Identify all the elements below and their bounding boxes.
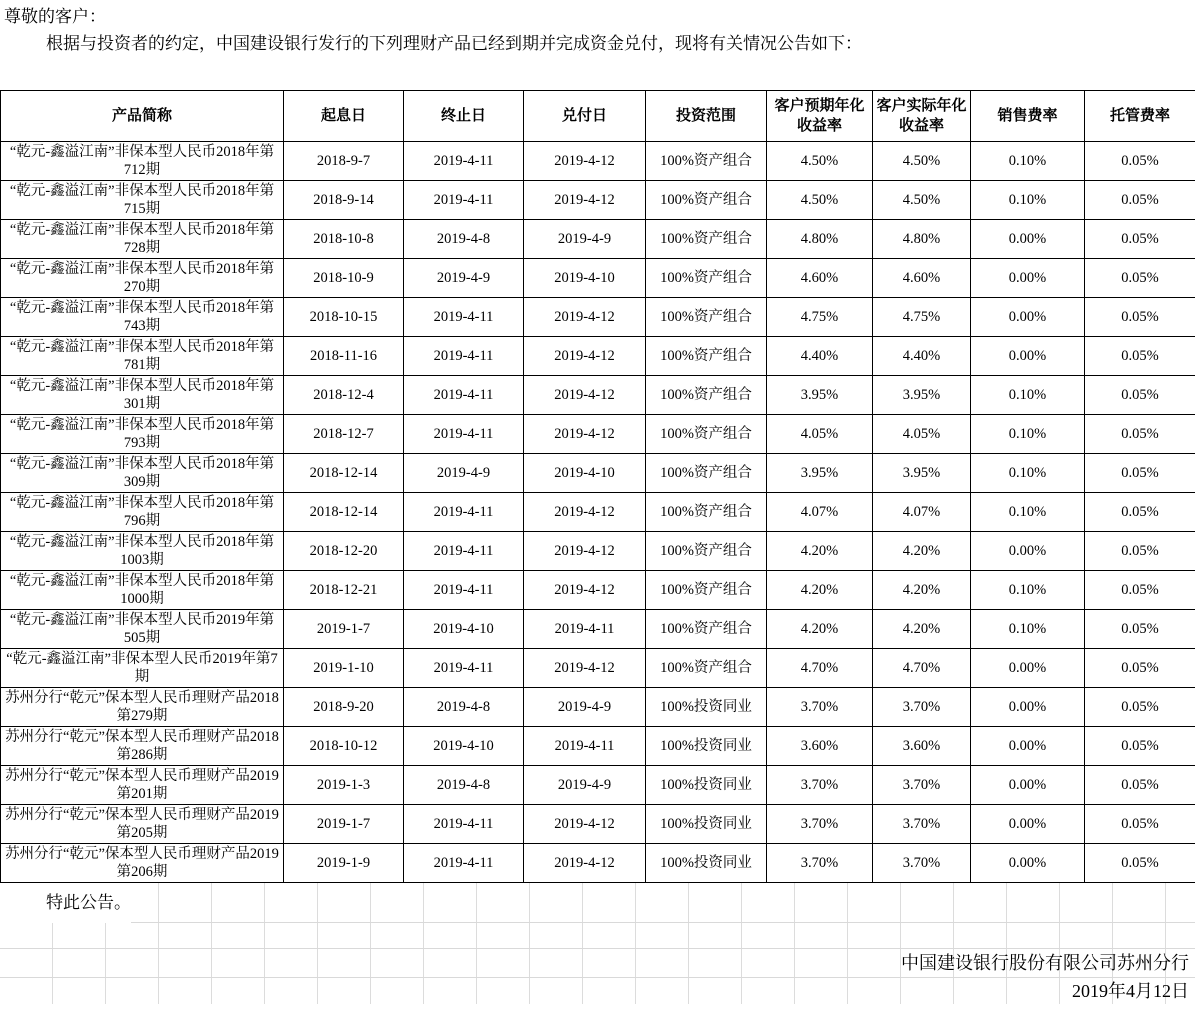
table-cell: 3.70% <box>767 805 873 844</box>
table-cell: 4.50% <box>767 181 873 220</box>
table-cell: 100%投资同业 <box>646 766 767 805</box>
table-row <box>1 766 1195 805</box>
table-cell: 100%投资同业 <box>646 727 767 766</box>
product-name-cell: 苏州分行“乾元”保本型人民币理财产品2018第279期 <box>1 688 284 727</box>
table-cell: 0.05% <box>1085 454 1195 493</box>
table-cell: 2019-4-9 <box>404 259 524 298</box>
table-cell: 2019-4-12 <box>524 337 646 376</box>
table-cell: 2019-4-12 <box>524 298 646 337</box>
table-cell: 100%资产组合 <box>646 220 767 259</box>
table-cell: 3.60% <box>873 727 971 766</box>
table-cell: 2019-4-9 <box>524 766 646 805</box>
table-cell: 0.00% <box>971 805 1085 844</box>
table-cell: 4.20% <box>767 532 873 571</box>
table-cell: 2019-4-12 <box>524 649 646 688</box>
table-cell: 4.60% <box>873 259 971 298</box>
table-cell: 0.10% <box>971 493 1085 532</box>
signature-row <box>0 949 1195 978</box>
product-name-cell: “乾元-鑫溢江南”非保本型人民币2018年第796期 <box>1 493 284 532</box>
table-row <box>1 727 1195 766</box>
table-cell: 0.05% <box>1085 766 1195 805</box>
table-cell: 2018-9-7 <box>284 142 404 181</box>
table-cell: 2019-4-11 <box>404 844 524 883</box>
table-row <box>1 298 1195 337</box>
table-cell: 2018-12-4 <box>284 376 404 415</box>
table-cell: 2019-4-12 <box>524 142 646 181</box>
product-name-cell: “乾元-鑫溢江南”非保本型人民币2018年第712期 <box>1 142 284 181</box>
table-cell: 2019-4-12 <box>524 181 646 220</box>
table-cell: 4.20% <box>873 610 971 649</box>
product-name-cell: “乾元-鑫溢江南”非保本型人民币2018年第270期 <box>1 259 284 298</box>
table-row <box>1 532 1195 571</box>
products-table <box>0 90 1195 883</box>
table-cell: 2018-10-9 <box>284 259 404 298</box>
table-cell: 100%资产组合 <box>646 610 767 649</box>
table-cell: 4.80% <box>873 220 971 259</box>
table-cell: 2019-4-8 <box>404 766 524 805</box>
table-cell: 0.05% <box>1085 259 1195 298</box>
table-cell: 2019-4-12 <box>524 493 646 532</box>
table-cell: 4.75% <box>767 298 873 337</box>
table-cell: 4.40% <box>767 337 873 376</box>
table-cell: 3.70% <box>873 844 971 883</box>
table-row <box>1 571 1195 610</box>
product-name-cell: 苏州分行“乾元”保本型人民币理财产品2019第206期 <box>1 844 284 883</box>
table-row <box>1 376 1195 415</box>
table-cell: 4.20% <box>873 571 971 610</box>
table-cell: 3.95% <box>873 376 971 415</box>
table-row <box>1 454 1195 493</box>
table-cell: 2019-4-12 <box>524 376 646 415</box>
table-cell: 2018-10-12 <box>284 727 404 766</box>
column-header: 客户预期年化收益率 <box>767 91 873 142</box>
table-cell: 0.05% <box>1085 415 1195 454</box>
table-row <box>1 181 1195 220</box>
table-cell: 4.05% <box>767 415 873 454</box>
table-cell: 0.10% <box>971 454 1085 493</box>
table-cell: 2019-1-7 <box>284 805 404 844</box>
table-cell: 100%投资同业 <box>646 844 767 883</box>
table-cell: 0.05% <box>1085 844 1195 883</box>
table-cell: 4.70% <box>767 649 873 688</box>
table-cell: 2019-4-10 <box>524 454 646 493</box>
table-cell: 2019-4-12 <box>524 805 646 844</box>
table-cell: 100%资产组合 <box>646 376 767 415</box>
table-row <box>1 337 1195 376</box>
table-cell: 0.10% <box>971 142 1085 181</box>
table-cell: 3.70% <box>767 766 873 805</box>
table-cell: 2019-4-10 <box>524 259 646 298</box>
product-name-cell: “乾元-鑫溢江南”非保本型人民币2018年第728期 <box>1 220 284 259</box>
table-row <box>1 805 1195 844</box>
table-cell: 2019-4-11 <box>404 532 524 571</box>
table-row <box>1 688 1195 727</box>
table-cell: 2019-4-9 <box>524 220 646 259</box>
table-cell: 2018-10-15 <box>284 298 404 337</box>
table-cell: 2018-9-20 <box>284 688 404 727</box>
table-cell: 2018-12-20 <box>284 532 404 571</box>
table-cell: 100%资产组合 <box>646 532 767 571</box>
table-cell: 100%资产组合 <box>646 259 767 298</box>
table-row <box>1 220 1195 259</box>
table-cell: 0.10% <box>971 415 1085 454</box>
product-name-cell: “乾元-鑫溢江南”非保本型人民币2018年第793期 <box>1 415 284 454</box>
product-name-cell: “乾元-鑫溢江南”非保本型人民币2018年第1003期 <box>1 532 284 571</box>
column-header: 投资范围 <box>646 91 767 142</box>
table-cell: 2019-4-11 <box>524 610 646 649</box>
table-cell: 4.40% <box>873 337 971 376</box>
table-cell: 2019-1-10 <box>284 649 404 688</box>
product-name-cell: “乾元-鑫溢江南”非保本型人民币2018年第781期 <box>1 337 284 376</box>
table-cell: 4.60% <box>767 259 873 298</box>
table-cell: 2019-4-9 <box>404 454 524 493</box>
table-cell: 3.95% <box>767 376 873 415</box>
table-cell: 0.05% <box>1085 649 1195 688</box>
notice-row <box>0 883 1195 923</box>
table-cell: 4.75% <box>873 298 971 337</box>
table-cell: 0.10% <box>971 610 1085 649</box>
table-cell: 0.05% <box>1085 181 1195 220</box>
table-cell: 2018-12-7 <box>284 415 404 454</box>
table-cell: 2019-1-3 <box>284 766 404 805</box>
table-cell: 0.05% <box>1085 610 1195 649</box>
table-cell: 2019-1-9 <box>284 844 404 883</box>
issuer-signature: 中国建设银行股份有限公司苏州分行 <box>901 953 1189 973</box>
column-header: 客户实际年化收益率 <box>873 91 971 142</box>
table-cell: 4.50% <box>873 142 971 181</box>
table-cell: 3.95% <box>767 454 873 493</box>
table-cell: 2018-12-14 <box>284 493 404 532</box>
table-row <box>1 142 1195 181</box>
table-cell: 0.05% <box>1085 532 1195 571</box>
product-name-cell: “乾元-鑫溢江南”非保本型人民币2018年第743期 <box>1 298 284 337</box>
table-cell: 100%投资同业 <box>646 805 767 844</box>
table-cell: 3.95% <box>873 454 971 493</box>
table-cell: 4.70% <box>873 649 971 688</box>
table-cell: 0.05% <box>1085 142 1195 181</box>
table-cell: 2019-4-11 <box>404 298 524 337</box>
table-cell: 0.00% <box>971 259 1085 298</box>
table-cell: 2019-4-11 <box>404 337 524 376</box>
table-cell: 0.00% <box>971 532 1085 571</box>
column-header: 销售费率 <box>971 91 1085 142</box>
product-name-cell: “乾元-鑫溢江南”非保本型人民币2019年第7期 <box>1 649 284 688</box>
table-cell: 0.00% <box>971 649 1085 688</box>
table-cell: 2019-4-8 <box>404 688 524 727</box>
table-cell: 0.00% <box>971 844 1085 883</box>
table-cell: 2019-4-11 <box>404 649 524 688</box>
date-row <box>0 978 1195 1004</box>
table-cell: 2018-12-21 <box>284 571 404 610</box>
product-name-cell: “乾元-鑫溢江南”非保本型人民币2018年第715期 <box>1 181 284 220</box>
table-cell: 0.00% <box>971 727 1085 766</box>
table-cell: 0.00% <box>971 220 1085 259</box>
product-name-cell: “乾元-鑫溢江南”非保本型人民币2018年第301期 <box>1 376 284 415</box>
product-name-cell: “乾元-鑫溢江南”非保本型人民币2018年第309期 <box>1 454 284 493</box>
closing-notice: 特此公告。 <box>0 883 131 923</box>
table-cell: 0.10% <box>971 181 1085 220</box>
table-cell: 0.05% <box>1085 727 1195 766</box>
table-cell: 2019-4-11 <box>404 571 524 610</box>
table-cell: 100%资产组合 <box>646 454 767 493</box>
table-cell: 2019-4-11 <box>404 493 524 532</box>
table-cell: 0.05% <box>1085 376 1195 415</box>
table-cell: 100%资产组合 <box>646 415 767 454</box>
table-cell: 2018-12-14 <box>284 454 404 493</box>
column-header: 托管费率 <box>1085 91 1195 142</box>
announcement-date: 2019年4月12日 <box>1072 981 1189 1001</box>
table-row <box>1 493 1195 532</box>
table-cell: 3.70% <box>873 766 971 805</box>
table-cell: 0.00% <box>971 688 1085 727</box>
table-cell: 100%资产组合 <box>646 649 767 688</box>
table-cell: 2019-4-11 <box>404 805 524 844</box>
table-cell: 2018-10-8 <box>284 220 404 259</box>
product-name-cell: 苏州分行“乾元”保本型人民币理财产品2018第286期 <box>1 727 284 766</box>
table-cell: 100%资产组合 <box>646 337 767 376</box>
table-cell: 4.07% <box>767 493 873 532</box>
table-row <box>1 844 1195 883</box>
table-row <box>1 610 1195 649</box>
table-cell: 4.50% <box>873 181 971 220</box>
table-cell: 2019-4-12 <box>524 571 646 610</box>
table-cell: 2019-4-12 <box>524 532 646 571</box>
table-header-row <box>1 91 1195 142</box>
table-cell: 0.10% <box>971 571 1085 610</box>
intro-line: 根据与投资者的约定，中国建设银行发行的下列理财产品已经到期并完成资金兑付，现将有关情况公告如下： <box>46 34 862 53</box>
table-cell: 100%资产组合 <box>646 571 767 610</box>
table-cell: 100%投资同业 <box>646 688 767 727</box>
greeting-line: 尊敬的客户： <box>4 7 106 26</box>
table-cell: 100%资产组合 <box>646 298 767 337</box>
table-cell: 0.05% <box>1085 688 1195 727</box>
table-cell: 0.00% <box>971 766 1085 805</box>
table-cell: 3.70% <box>767 844 873 883</box>
announcement-header <box>0 0 1195 90</box>
table-cell: 0.05% <box>1085 337 1195 376</box>
empty-grid-row <box>0 923 1195 949</box>
product-name-cell: “乾元-鑫溢江南”非保本型人民币2018年第1000期 <box>1 571 284 610</box>
table-cell: 0.05% <box>1085 220 1195 259</box>
table-cell: 0.05% <box>1085 298 1195 337</box>
table-cell: 4.05% <box>873 415 971 454</box>
table-cell: 100%资产组合 <box>646 142 767 181</box>
table-cell: 4.20% <box>873 532 971 571</box>
table-cell: 2019-4-12 <box>524 844 646 883</box>
column-header: 终止日 <box>404 91 524 142</box>
table-cell: 2019-4-12 <box>524 415 646 454</box>
table-cell: 2019-4-11 <box>404 415 524 454</box>
table-cell: 0.05% <box>1085 493 1195 532</box>
column-header: 兑付日 <box>524 91 646 142</box>
table-cell: 2019-4-11 <box>404 142 524 181</box>
table-cell: 0.00% <box>971 337 1085 376</box>
table-row <box>1 415 1195 454</box>
table-cell: 2019-4-10 <box>404 727 524 766</box>
table-cell: 2019-4-10 <box>404 610 524 649</box>
table-cell: 0.00% <box>971 298 1085 337</box>
table-cell: 2019-4-11 <box>524 727 646 766</box>
table-cell: 4.20% <box>767 571 873 610</box>
table-cell: 0.05% <box>1085 571 1195 610</box>
table-row <box>1 649 1195 688</box>
table-cell: 2018-9-14 <box>284 181 404 220</box>
table-cell: 3.70% <box>767 688 873 727</box>
table-cell: 2018-11-16 <box>284 337 404 376</box>
column-header: 起息日 <box>284 91 404 142</box>
table-cell: 4.50% <box>767 142 873 181</box>
table-cell: 3.70% <box>873 805 971 844</box>
table-row <box>1 259 1195 298</box>
table-cell: 0.10% <box>971 376 1085 415</box>
column-header: 产品简称 <box>1 91 284 142</box>
table-cell: 0.05% <box>1085 805 1195 844</box>
table-cell: 2019-4-9 <box>524 688 646 727</box>
table-cell: 2019-4-11 <box>404 376 524 415</box>
table-cell: 100%资产组合 <box>646 181 767 220</box>
table-cell: 4.20% <box>767 610 873 649</box>
table-cell: 4.07% <box>873 493 971 532</box>
table-cell: 2019-1-7 <box>284 610 404 649</box>
table-cell: 100%资产组合 <box>646 493 767 532</box>
table-cell: 2019-4-11 <box>404 181 524 220</box>
table-cell: 4.80% <box>767 220 873 259</box>
table-cell: 2019-4-8 <box>404 220 524 259</box>
product-name-cell: 苏州分行“乾元”保本型人民币理财产品2019第205期 <box>1 805 284 844</box>
table-cell: 3.70% <box>873 688 971 727</box>
product-name-cell: 苏州分行“乾元”保本型人民币理财产品2019第201期 <box>1 766 284 805</box>
table-cell: 3.60% <box>767 727 873 766</box>
product-name-cell: “乾元-鑫溢江南”非保本型人民币2019年第505期 <box>1 610 284 649</box>
footer-area <box>0 883 1195 1004</box>
